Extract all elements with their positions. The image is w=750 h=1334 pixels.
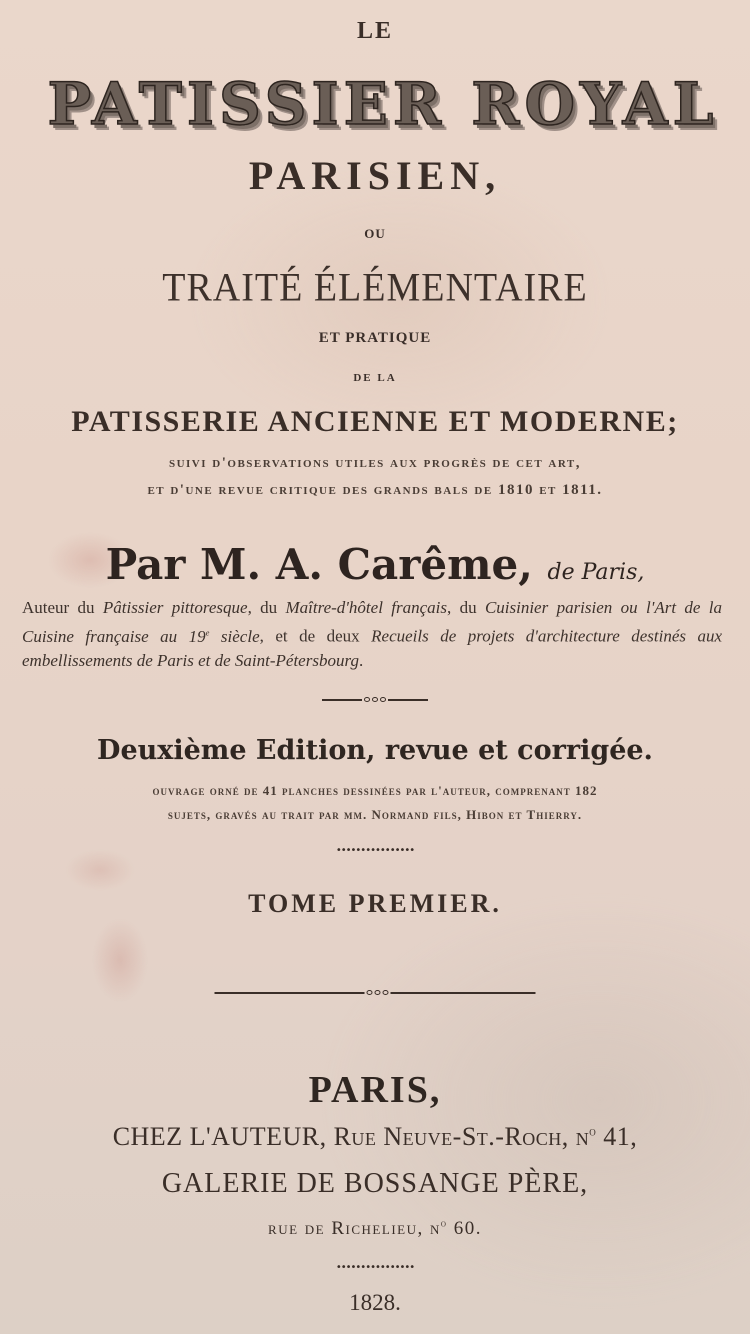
ornament-rule-2: [215, 990, 536, 995]
subject-heading: PATISSERIE ANCIENNE ET MODERNE;: [71, 405, 679, 438]
author-name: Par M. A. Carême,: [105, 540, 533, 589]
author-origin: de Paris,: [547, 560, 645, 585]
author-line: [0, 540, 750, 589]
title-article: LE: [356, 18, 393, 44]
preposition: DE LA: [353, 372, 397, 384]
ornament-bar: [391, 992, 536, 994]
ornament-bar: [215, 992, 365, 994]
dot-rule-2: ••••••••••••••••: [335, 1262, 415, 1273]
ornament-dot: [367, 990, 373, 995]
ornament-dot: [380, 697, 386, 702]
imprint-gallery: GALERIE DE BOSSANGE PÈRE,: [161, 1168, 589, 1199]
ornament-bar: [322, 699, 362, 701]
credits-sep: , du: [447, 598, 485, 617]
main-title: PATISSIER ROYAL: [47, 70, 719, 138]
imprint-city: PARIS,: [308, 1069, 442, 1111]
work-recueils: Recueils de projets d'architecture destinés aux embellissements de Paris et de Saint-Pétersbourg: [22, 626, 723, 670]
credits-sep: , du: [247, 598, 286, 617]
alt-title-continuation: ET PRATIQUE: [318, 330, 432, 346]
imprint-year: 1828.: [349, 1290, 401, 1315]
ornament-rule-1: [322, 697, 428, 702]
alt-title: TRAITÉ ÉLÉMENTAIRE: [162, 265, 588, 311]
ornament-dot: [383, 990, 389, 995]
work-patissier-pittoresque: Pâtissier pittoresque: [102, 598, 248, 617]
street-sup: o: [440, 1219, 448, 1230]
imprint-publisher: [0, 1122, 750, 1152]
dot-rule-1: ••••••••••••••••: [335, 845, 415, 856]
edition-label: Deuxième Edition, revue et corrigée.: [97, 735, 653, 766]
conjunction: OU: [364, 226, 386, 241]
followed-by-line-2: et d'une revue critique des grands bals de 1810 et 1811.: [147, 482, 603, 498]
work-maitre-d-hotel: Maître-d'hôtel français: [285, 598, 447, 617]
ornament-bar: [388, 699, 428, 701]
plates-line-2: sujets, gravés au trait par mm. Normand fils, Hibon et Thierry.: [167, 807, 583, 822]
plates-line-1: ouvrage orné de 41 planches dessinées par l'auteur, comprenant 182: [152, 783, 598, 798]
street-number: 60.: [447, 1218, 482, 1239]
publisher-number: 41,: [596, 1122, 638, 1151]
credits-sep: , et de deux: [259, 626, 372, 646]
imprint-street: [0, 1218, 750, 1240]
ornament-dot: [372, 697, 378, 702]
credits-end: .: [358, 650, 364, 670]
publisher-sup: o: [589, 1123, 597, 1139]
ornament-dot: [364, 697, 370, 702]
author-credits: [22, 596, 722, 673]
work3-text: Cuisinier parisien ou l'Art de la Cuisine française au 19: [22, 598, 723, 646]
credits-prefix: Auteur du: [22, 598, 103, 617]
work3-end: siècle: [209, 626, 260, 646]
ornament-dot: [375, 990, 381, 995]
work3-sup: e: [205, 627, 210, 637]
street-text: rue de Richelieu, n: [268, 1218, 441, 1239]
subtitle: PARISIEN,: [248, 153, 502, 198]
volume-label: TOME PREMIER.: [248, 889, 502, 918]
followed-by-line-1: suivi d'observations utiles aux progrès de cet art,: [168, 455, 582, 471]
publisher-text: CHEZ L'AUTEUR, Rue Neuve-St.-Roch, n: [112, 1122, 590, 1151]
